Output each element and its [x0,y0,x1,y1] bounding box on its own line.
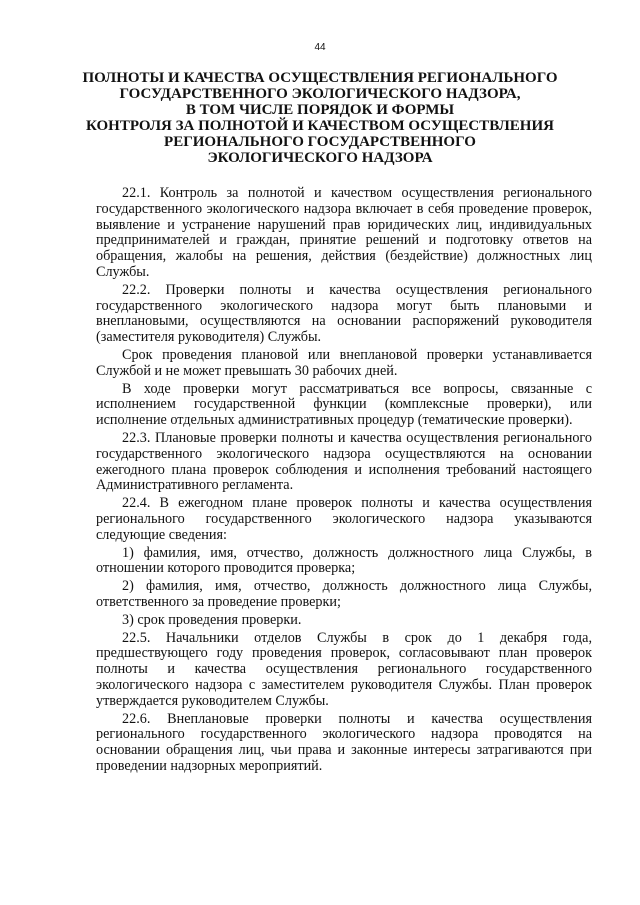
heading-line: ЭКОЛОГИЧЕСКОГО НАДЗОРА [207,150,433,166]
heading-line: ПОЛНОТЫ И КАЧЕСТВА ОСУЩЕСТВЛЕНИЯ РЕГИОНАЛЬНОГО [82,70,558,86]
paragraph-22-2: 22.2. Проверки полноты и качества осуществления регионального государственного экологического надзора могут быть плановыми и внеплановыми, осуществляются на основании распоряжений руководителя (заместителя руководителя) Службы. [96,281,592,346]
heading-line: РЕГИОНАЛЬНОГО ГОСУДАРСТВЕННОГО [164,134,476,150]
paragraph-22-6: 22.6. Внеплановые проверки полноты и качества осуществления регионального государственного экологического надзора проводятся на основании обращения лиц, чьи права и законные интересы затрагиваются при проведении надзорных мероприятий. [96,710,592,774]
paragraph-22-3: 22.3. Плановые проверки полноты и качества осуществления регионального государственного экологического надзора осуществляются на основании ежегодного плана проверок соблюдения и исполнения требований настоящего Административного регламента. [96,429,592,494]
heading-line: ГОСУДАРСТВЕННОГО ЭКОЛОГИЧЕСКОГО НАДЗОРА, [119,86,521,102]
page-number: 44 [314,42,326,53]
list-item-1: 1) фамилия, имя, отчество, должность должностного лица Службы, в отношении которого проводится проверка; [96,544,592,577]
paragraph-inspection-scope: В ходе проверки могут рассматриваться все вопросы, связанные с исполнением государственной функции (комплексные проверки), или исполнение отдельных административных процедур (тематические проверки). [96,380,592,429]
list-item-2: 2) фамилия, имя, отчество, должность должностного лица Службы, ответственного за проведение проверки; [96,578,592,610]
heading-line: КОНТРОЛЯ ЗА ПОЛНОТОЙ И КАЧЕСТВОМ ОСУЩЕСТВЛЕНИЯ [86,118,554,134]
paragraph-22-4: 22.4. В ежегодном плане проверок полноты и качества осуществления регионального государственного экологического надзора указываются следующие сведения: [96,495,592,543]
paragraph-inspection-term: Срок проведения плановой или внеплановой проверки устанавливается Службой и не может превышать 30 рабочих дней. [96,346,592,379]
body-text [96,186,592,777]
paragraph-22-1: 22.1. Контроль за полнотой и качеством осуществления регионального государственного экологического надзора включает в себя проведение проверок, выявление и устранение нарушений прав юридических лиц, индивидуальных предпринимателей и граждан, принятие решений и подготовку ответов на обращения, жалобы на решения, действия (бездействие) должностных лиц Службы. [96,185,592,280]
heading-line: В ТОМ ЧИСЛЕ ПОРЯДОК И ФОРМЫ [185,102,455,118]
section-heading [60,70,580,166]
list-item-3: 3) срок проведения проверки. [122,611,302,628]
paragraph-22-5: 22.5. Начальники отделов Службы в срок до 1 декабря года, предшествующего году проведения проверок, согласовывают план проверок полноты и качества осуществления регионального государственного экологического надзора с заместителем руководителя Службы. План проверок утверждается руководителем Службы. [96,629,592,709]
